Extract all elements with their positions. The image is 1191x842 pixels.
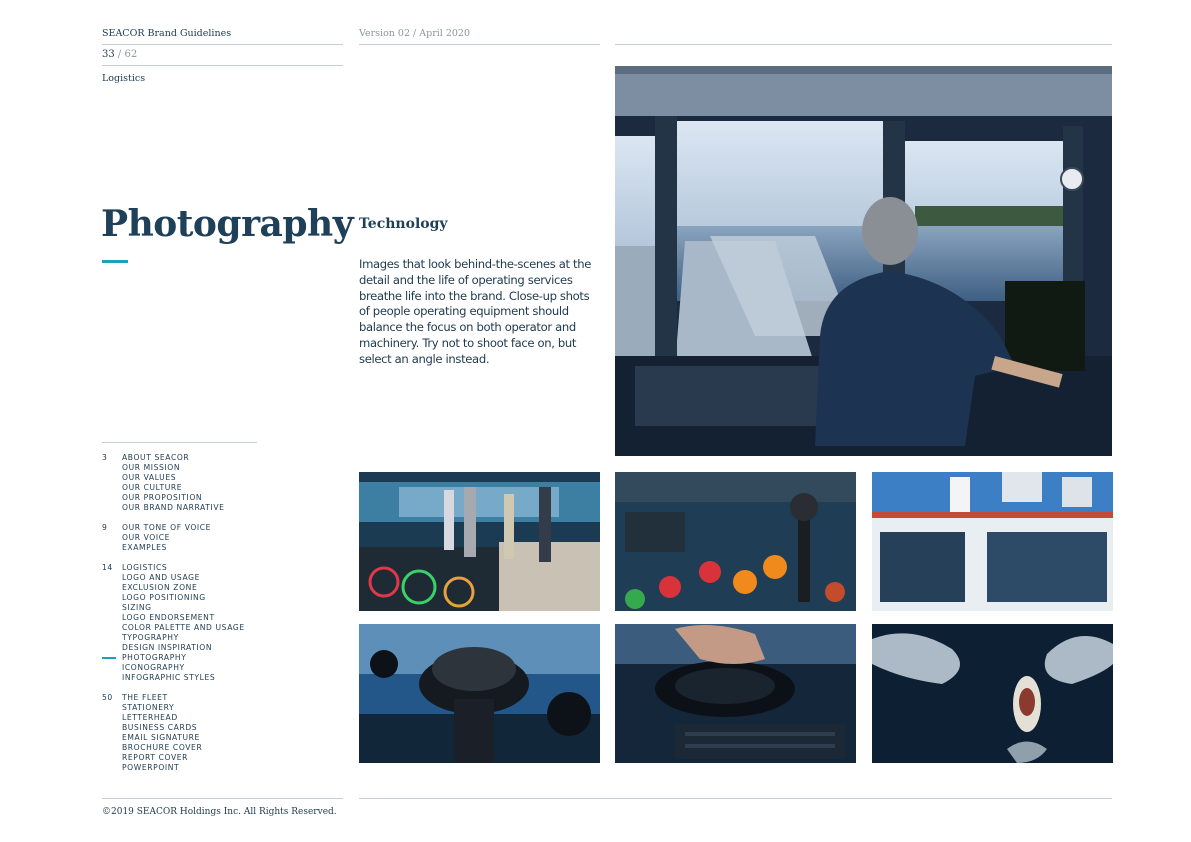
page-title: Photography — [101, 203, 354, 245]
toc-item[interactable]: BROCHURE COVER — [122, 743, 203, 752]
copyright-notice: ©2019 SEACOR Holdings Inc. All Rights Reserved. — [102, 807, 337, 817]
photo-aerial-boat-wake — [872, 624, 1113, 763]
toc-item[interactable]: LOGISTICS — [122, 563, 168, 572]
toc-group — [102, 693, 245, 773]
toc-item-active[interactable]: PHOTOGRAPHY — [122, 653, 245, 663]
toc-item[interactable]: OUR VOICE — [122, 533, 171, 542]
toc-item[interactable]: EMAIL SIGNATURE — [122, 733, 200, 742]
body-line: machinery. Try not to shoot face on, but — [359, 335, 577, 350]
toc-group — [102, 563, 245, 683]
toc-item[interactable]: LETTERHEAD — [122, 713, 178, 722]
toc-item[interactable]: INFOGRAPHIC STYLES — [122, 673, 216, 682]
toc-item[interactable]: REPORT COVER — [122, 753, 189, 762]
toc-item[interactable]: ICONOGRAPHY — [122, 663, 185, 672]
toc-item[interactable]: TYPOGRAPHY — [122, 633, 179, 642]
toc-page-number: 50 — [102, 693, 113, 702]
toc-group — [102, 453, 245, 513]
page-number-divider — [102, 65, 343, 66]
toc-page-number: 9 — [102, 523, 108, 532]
header-divider-middle — [359, 44, 600, 45]
toc-item[interactable]: STATIONERY — [122, 703, 175, 712]
photo-hand-on-joystick — [615, 624, 856, 763]
toc-item[interactable]: POWERPOINT — [122, 763, 180, 772]
toc-group — [102, 523, 245, 553]
toc-item[interactable]: OUR TONE OF VOICE — [122, 523, 212, 532]
body-line: balance the focus on both operator and — [359, 320, 576, 335]
toc-item[interactable]: OUR PROPOSITION — [122, 493, 203, 502]
header-divider-right — [615, 44, 1112, 45]
toc-item[interactable]: EXCLUSION ZONE — [122, 583, 198, 592]
toc-item[interactable]: ABOUT SEACOR — [122, 453, 190, 462]
section-label: Logistics — [102, 73, 146, 84]
toc-item[interactable]: LOGO ENDORSEMENT — [122, 613, 215, 622]
toc-item[interactable]: OUR CULTURE — [122, 483, 183, 492]
toc-item[interactable]: COLOR PALETTE AND USAGE — [122, 623, 245, 632]
document-title: SEACOR Brand Guidelines — [102, 28, 232, 39]
toc-item[interactable]: EXAMPLES — [122, 543, 167, 552]
toc-divider — [102, 442, 257, 443]
toc-item[interactable]: LOGO AND USAGE — [122, 573, 201, 582]
footer-divider-right — [359, 798, 1112, 799]
body-line: select an angle instead. — [359, 351, 490, 366]
body-paragraph — [359, 257, 595, 368]
body-line: detail and the life of operating services — [359, 272, 573, 287]
toc-page-number: 14 — [102, 563, 113, 572]
toc-item[interactable]: SIZING — [122, 603, 152, 612]
body-line: of people operating equipment should — [359, 304, 569, 319]
photo-ship-wheelhouse-exterior — [872, 472, 1113, 611]
toc-item[interactable]: THE FLEET — [122, 693, 168, 702]
version-label: Version 02 / April 2020 — [359, 28, 471, 39]
toc-item[interactable]: BUSINESS CARDS — [122, 723, 198, 732]
toc-item[interactable]: OUR MISSION — [122, 463, 181, 472]
header-divider-left — [102, 44, 343, 45]
page-current: 33 — [102, 49, 115, 60]
toc-page-number: 3 — [102, 453, 108, 462]
footer-divider-left — [102, 798, 343, 799]
toc-item[interactable]: LOGO POSITIONING — [122, 593, 206, 602]
toc-item[interactable]: OUR BRAND NARRATIVE — [122, 503, 225, 512]
hero-photo-ship-bridge — [615, 66, 1112, 456]
body-line: breathe life into the brand. Close-up shots — [359, 288, 590, 303]
section-subtitle: Technology — [359, 216, 448, 232]
photo-compass-binnacle — [359, 624, 600, 763]
body-line: Images that look behind-the-scenes at the — [359, 257, 592, 271]
table-of-contents — [102, 453, 245, 783]
photo-control-room-crew — [359, 472, 600, 611]
page-total: 62 — [124, 49, 138, 60]
photo-control-panel-buttons — [615, 472, 856, 611]
page-separator: / — [117, 49, 122, 60]
toc-item[interactable]: DESIGN INSPIRATION — [122, 643, 213, 652]
page-number — [102, 49, 137, 60]
title-accent-bar — [102, 260, 128, 263]
toc-item[interactable]: OUR VALUES — [122, 473, 177, 482]
